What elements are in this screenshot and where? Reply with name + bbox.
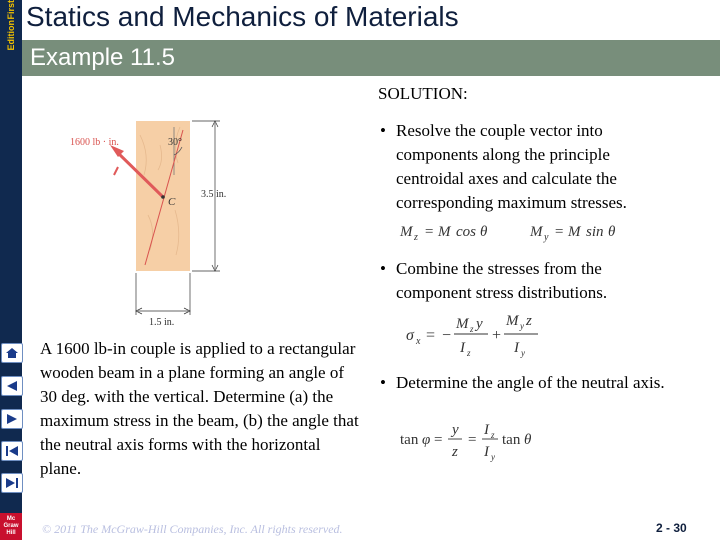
page-title: Statics and Mechanics of Materials [26,1,459,32]
svg-text:=: = [434,432,443,448]
svg-text:x: x [416,336,421,347]
svg-text:θ: θ [524,432,532,448]
beam-diagram [60,115,260,330]
svg-text:I: I [514,340,519,356]
svg-text:z: z [491,430,495,440]
solution-step-3 [380,371,680,395]
svg-text:θ: θ [480,224,488,240]
step-text: Resolve the couple vector into components along the principle centroidal axes and calculate the corresponding maximum stresses. [396,121,627,212]
double-arrow-mark [114,167,118,175]
centroid-point [161,195,165,199]
skip-back-icon [5,445,19,457]
svg-text:z: z [470,324,474,334]
bullet-point: • [380,121,386,140]
svg-text:y: y [452,422,459,438]
svg-text:M: M [438,224,451,240]
svg-text:M: M [530,224,543,240]
svg-text:M: M [456,316,469,332]
home-icon [5,347,19,359]
svg-text:y: y [521,348,525,358]
svg-text:θ: θ [608,224,616,240]
width-label: 1.5 in. [149,317,175,328]
svg-text:z: z [452,444,458,460]
edition-label [0,0,22,51]
step-text: Combine the stresses from the component stress distributions. [396,259,608,302]
angle-label: 30° [168,137,182,148]
solution-heading: SOLUTION: [378,84,468,103]
svg-text:=: = [468,432,477,448]
width-dimension [136,273,190,315]
problem-statement: A 1600 lb-in couple is applied to a rectangular wooden beam in a plane forming an angle of 30 deg. with the vertical. Determine (a) the maximum stress in the beam, (b) the angle that the neutral axis forms with the horizontal plane. [40,339,359,478]
svg-text:y: y [544,232,549,243]
svg-text:y: y [520,321,524,331]
svg-text:=: = [424,224,435,240]
skip-forward-icon [5,477,19,489]
solution-step-1 [380,119,680,215]
bullet-point: • [380,259,386,278]
moment-components-equation [398,219,638,245]
step-text: Determine the angle of the neutral axis. [396,373,665,392]
first-slide-button[interactable] [1,441,23,461]
page-number: 2 - 30 [656,521,687,535]
svg-text:M: M [400,224,413,240]
svg-text:tan: tan [502,432,521,448]
solution-step-2 [380,257,680,305]
svg-text:y: y [491,452,495,462]
svg-text:z: z [467,348,471,358]
svg-text:sin: sin [586,224,604,240]
last-slide-button[interactable] [1,473,23,493]
svg-text:+: + [492,327,502,344]
svg-text:I: I [484,444,489,460]
example-title: Example 11.5 [30,44,175,71]
svg-text:=: = [554,224,565,240]
svg-text:cos: cos [456,224,476,240]
svg-text:σ: σ [406,327,414,344]
triangle-left-icon [5,380,19,392]
bullet-point: • [380,373,386,392]
home-button[interactable] [1,343,23,363]
centroid-label: C [168,196,176,208]
svg-text:=: = [426,327,436,344]
svg-text:M: M [506,313,519,329]
svg-text:I: I [460,340,465,356]
logo-text-3: Hill [6,530,16,536]
moment-label: 1600 lb · in. [70,137,119,148]
svg-text:M: M [568,224,581,240]
next-slide-button[interactable] [1,409,23,429]
publisher-logo [0,513,22,540]
svg-text:y: y [476,316,483,332]
logo-text-2: Graw [3,523,19,529]
copyright-notice: © 2011 The McGraw-Hill Companies, Inc. All rights reserved. [42,522,343,536]
svg-text:I: I [484,422,489,438]
edition-word: Edition [5,19,16,51]
svg-text:−: − [442,327,452,344]
triangle-right-icon [5,413,19,425]
svg-text:φ: φ [422,432,431,448]
neutral-axis-equation [398,418,558,468]
combined-stress-equation [404,310,564,360]
edition-first: First [5,0,16,20]
logo-text-1: Mc [6,516,16,522]
svg-text:tan: tan [400,432,419,448]
svg-text:z: z [526,313,532,329]
height-label: 3.5 in. [201,189,227,200]
previous-slide-button[interactable] [1,376,23,396]
svg-text:z: z [414,232,418,243]
